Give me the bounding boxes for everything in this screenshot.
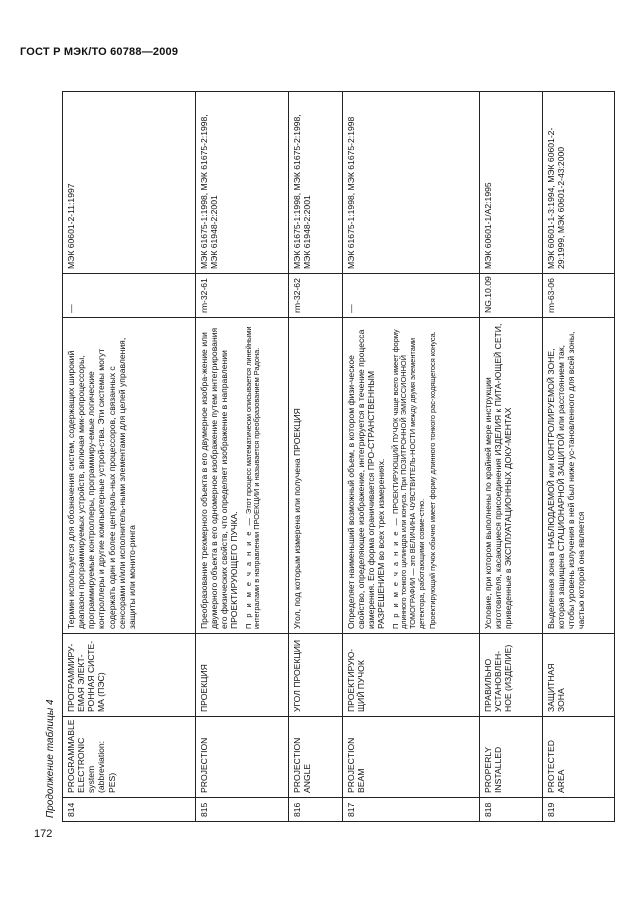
term-note	[392, 322, 428, 629]
term-references-cell	[196, 92, 289, 274]
term-english: PROJECTION BEAM	[346, 737, 367, 793]
term-code: rm-32-62	[292, 278, 302, 313]
note-extra: Проектирующий пучок обычно имеет форму длинного тонкого рас-ходящегося конуса.	[428, 331, 438, 629]
term-references: МЭК 61675-1:1998, МЭК 61675-2:1998	[346, 116, 356, 269]
page-number: 172	[34, 828, 53, 840]
table-caption: Продолжение таблицы 4	[45, 699, 56, 818]
term-russian-cell	[480, 634, 543, 717]
term-code-cell	[480, 274, 543, 318]
table-row	[289, 92, 343, 822]
term-russian: ПРОЕКТИРУЮ-ЩИЙ ПУЧОК	[346, 648, 367, 712]
term-russian-cell	[289, 634, 343, 717]
term-references: МЭК 60601-1-3:1994, МЭК 60601-2-29:1999, МЭК 60601-2-43:2000	[546, 127, 567, 269]
term-number-cell	[63, 798, 196, 822]
term-definition: Термин используется для обозначения систем, содержащих широкий диапазон программируемых устройств, включая мик-ропроцессоры, программируемые контроллеры, программиру-емые логические контроллеры и другие компьютерные устрой-ства. Эти системы могут содержать один и более централь-ных процессоров, связанных с сенсорами и/или исполнитель-ными элементами для целей управления, защиты или монито-ринга	[66, 337, 137, 629]
term-definition: Преобразование трехмерного объекта в его двумерное изобра-жение или двумерного объекта в его одномерное изображение путем интегрирования его физических свойств, что определяет изображение в направлении ПРОЕКТИРУЮЩЕГО ПУЧКА.	[199, 327, 240, 629]
term-references-cell	[343, 92, 480, 274]
term-english-cell	[480, 717, 543, 798]
terms-table	[62, 91, 615, 822]
term-english: PROJECTION ANGLE	[292, 737, 313, 793]
table-container	[62, 92, 587, 822]
term-references-cell	[289, 92, 343, 274]
term-number: 818	[483, 802, 493, 817]
term-russian-cell	[543, 634, 615, 717]
term-russian: УГОЛ ПРОЕКЦИИ	[292, 639, 302, 712]
term-english-cell	[63, 717, 196, 798]
table-row	[63, 92, 196, 822]
term-russian-cell	[63, 634, 196, 717]
term-english: PROGRAMMABLE ELECTRONIC system (abbreviation: PES)	[66, 719, 117, 793]
term-number: 817	[346, 802, 356, 817]
note-label: П р и м е ч а н и е —	[243, 516, 253, 629]
term-code: rm-63-06	[546, 278, 556, 313]
term-definition-cell	[63, 318, 196, 634]
term-english-cell	[543, 717, 615, 798]
term-russian: ЗАЩИТНАЯ ЗОНА	[546, 663, 567, 712]
term-number: 816	[292, 802, 302, 817]
table-row	[480, 92, 543, 822]
rotated-table-page	[62, 92, 587, 822]
term-definition-cell	[289, 318, 343, 634]
term-references: МЭК 60601-2-11:1997	[66, 183, 76, 269]
term-number-cell	[543, 798, 615, 822]
term-references: МЭК 61675-1:1998, МЭК 61675-2:1998, МЭК 61948-2:2001	[199, 114, 220, 269]
term-number: 819	[546, 802, 556, 817]
term-english: PROJECTION	[199, 737, 209, 793]
term-english-cell	[343, 717, 480, 798]
term-english-cell	[289, 717, 343, 798]
document-header: ГОСТ Р МЭК/ТО 60788—2009	[20, 46, 179, 58]
term-references-cell	[480, 92, 543, 274]
term-definition: Определяет наименьший возможный объем, в котором физи-ческое свойство, определяющее изображение, интегрируется в течение процесса измерения. Его форма ограничивается ПРО-СТРАНСТВЕННЫМ РАЗРЕШЕНИЕМ во всех трех измерениях.	[346, 329, 387, 629]
term-code-cell	[196, 274, 289, 318]
term-note	[245, 322, 263, 629]
term-definition: Выделенная зона в НАБЛЮДАЕМОЙ или КОНТРОЛИРУЕМОЙ ЗОНЕ, которая защищена СТАЦИОНАРНОЙ ЗАЩИТОЙ или расстоянием так, чтобы уровень излучения в ней был ниже ус-тановленного для всей зоны, частью которой она является	[546, 331, 587, 629]
term-number: 815	[199, 802, 209, 817]
term-code-cell	[343, 274, 480, 318]
term-definition-cell	[196, 318, 289, 634]
term-references: МЭК 60601-1/А2:1995	[483, 182, 493, 269]
term-references-cell	[63, 92, 196, 274]
term-code-cell	[63, 274, 196, 318]
term-english-cell	[196, 717, 289, 798]
term-code: —	[66, 304, 76, 313]
note-text: Этот процесс математически описывается линейными интегралами в направлении ПРОЕКЦИИ и называется преобразованием Радона.	[243, 326, 262, 629]
term-code: rm-32-61	[199, 278, 209, 313]
note-text: ПРОЕКТИРУЮЩИЙ ПУЧОК чаще всего имеет форму длинного тонкого цилиндра или конуса. При ПОЗИТРОННОЙ ЭМИССИОННОЙ ТОМОГРАФИИ — это ВЕЛИЧИНА ЧУВСТВИТЕЛЬ-НОСТИ между двумя элементами детектора, работающими совме-стно.	[390, 329, 427, 629]
term-references-cell	[543, 92, 615, 274]
table-row	[196, 92, 289, 822]
term-definition-cell	[343, 318, 480, 634]
term-code-cell	[543, 274, 615, 318]
term-definition: Условие, при котором выполнены по крайней мере инструкции изготовителя, касающиеся присоединения ИЗДЕЛИЯ к ПИТА-ЮЩЕЙ СЕТИ, приведенные в ЭКСПЛУАТАЦИОННЫХ ДОКУ-МЕНТАХ	[483, 323, 514, 629]
term-number-cell	[480, 798, 543, 822]
term-number-cell	[343, 798, 480, 822]
term-russian-cell	[196, 634, 289, 717]
table-row	[343, 92, 480, 822]
term-number-cell	[289, 798, 343, 822]
term-definition-cell	[480, 318, 543, 634]
term-russian: ПРОГРАММИРУ-ЕМАЯ ЭЛЕКТ-РОННАЯ СИСТЕ-МА (ПЭС)	[66, 640, 107, 712]
term-number-cell	[196, 798, 289, 822]
term-english: PROPERLY INSTALLED	[483, 746, 504, 793]
term-definition-cell	[543, 318, 615, 634]
term-definition: Угол, под которым измерена или получена ПРОЕКЦИЯ	[292, 408, 302, 629]
term-code-cell	[289, 274, 343, 318]
term-number: 814	[66, 802, 76, 817]
term-russian: ПРОЕКЦИЯ	[199, 664, 209, 712]
term-russian-cell	[343, 634, 480, 717]
term-russian: ПРАВИЛЬНО УСТАНОВЛЕН-НОЕ (ИЗДЕЛИЕ)	[483, 644, 514, 712]
term-references: МЭК 61675-1:1998, МЭК 61675-2:1998, МЭК 61948-2:2001	[292, 114, 313, 269]
table-row	[543, 92, 615, 822]
term-code: —	[346, 304, 356, 313]
caption-container	[40, 92, 62, 822]
note-label: П р и м е ч а н и е —	[390, 516, 400, 629]
term-code: NG.10.09	[483, 276, 493, 313]
term-english: PROTECTED AREA	[546, 740, 567, 793]
